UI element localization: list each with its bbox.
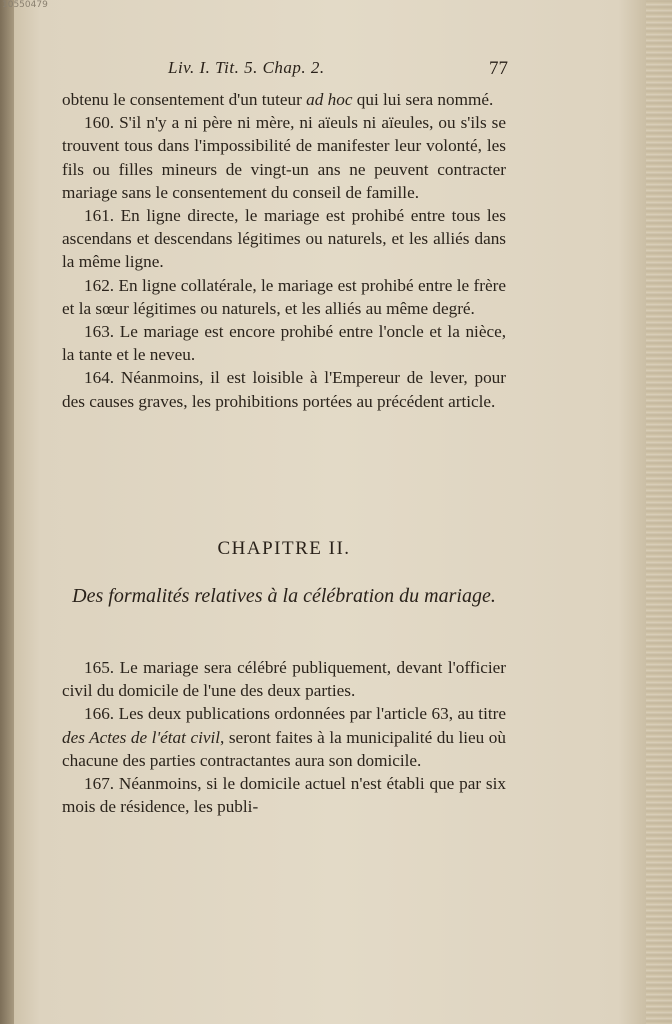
italic-text: ad hoc — [306, 90, 353, 109]
running-head: Liv. I. Tit. 5. Chap. 2. — [168, 58, 325, 77]
text-run: 165. Le mariage sera célébré publiquement, devant l'officier civil du domicile de l'une des deux parties. — [62, 658, 506, 701]
article-paragraph — [62, 88, 506, 111]
page-header — [60, 56, 510, 80]
text-run: 164. Néanmoins, il est loisible à l'Empereur de lever, pour des causes graves, les prohibitions portées au précédent article. — [62, 368, 506, 411]
article-paragraph — [62, 366, 506, 412]
page-number: 77 — [489, 58, 508, 79]
text-run: 163. Le mariage est encore prohibé entre l'oncle et la nièce, la tante et le neveu. — [62, 322, 506, 365]
chapter-subtitle: Des formalités relatives à la célébration du mariage. — [72, 585, 496, 607]
article-paragraph — [62, 772, 506, 818]
italic-text: des Actes de l'état civil — [62, 727, 221, 747]
text-run: 167. Néanmoins, si le domicile actuel n'est établi que par six mois de résidence, les publi- — [62, 774, 506, 817]
article-paragraph — [62, 111, 506, 204]
chapter-title: CHAPITRE II. — [217, 538, 351, 559]
text-run: 162. En ligne collatérale, le mariage est prohibé entre le frère et la sœur légitimes ou naturels, et les alliés au même degré. — [62, 275, 506, 318]
page-edge — [646, 0, 672, 1024]
text-run: 161. En ligne directe, le mariage est prohibé entre tous les ascendans et descendans légitimes ou naturels, et les alliés dans la même ligne. — [62, 206, 506, 272]
body-text-bottom — [62, 656, 506, 818]
article-paragraph — [62, 320, 506, 366]
body-text-top — [62, 88, 506, 413]
text-run: 166. Les deux publications ordonnées par l'article 63, au titre — [84, 704, 506, 724]
text-run: 160. S'il n'y a ni père ni mère, ni aïeuls ni aïeules, ou s'ils se trouvent tous dans l'impossibilité de manifester leur volonté, les fils ou filles mineurs de vingt-un ans ne peuvent contracter mariage sans le consentement du conseil de famille. — [62, 113, 506, 202]
book-spine-shadow — [0, 0, 14, 1024]
text-run: , seront faites à la municipalité du lieu où chacune des parties contractantes aura son domicile. — [62, 727, 506, 770]
article-paragraph — [62, 656, 506, 702]
text-run: obtenu le consentement d'un tuteur — [62, 90, 307, 109]
catalog-id: 10550479 — [2, 0, 48, 10]
text-run: qui lui sera nommé. — [352, 90, 494, 109]
article-paragraph — [62, 204, 506, 274]
article-paragraph — [62, 702, 506, 772]
article-paragraph — [62, 274, 506, 320]
